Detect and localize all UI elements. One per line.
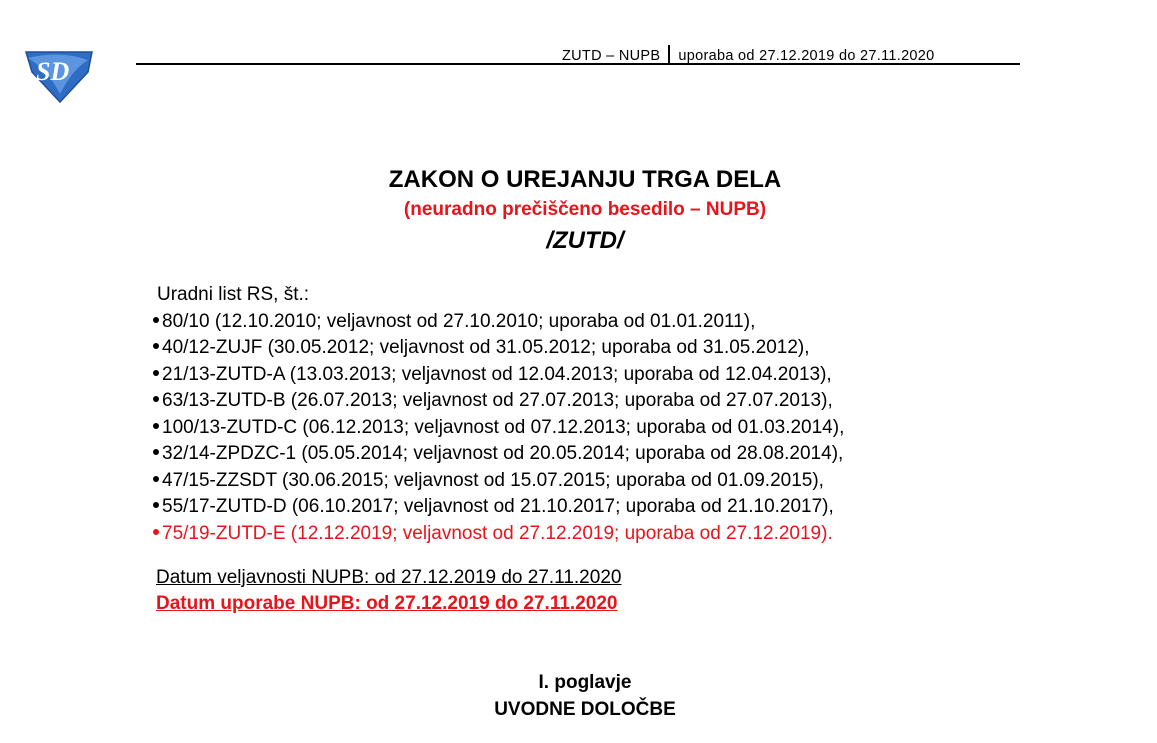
gazette-item: 80/10 (12.10.2010; veljavnost od 27.10.2010; uporaba od 01.01.2011), xyxy=(153,309,844,336)
gazette-item: 100/13-ZUTD-C (06.12.2013; veljavnost od 07.12.2013; uporaba od 01.03.2014), xyxy=(153,415,844,442)
validity-date: Datum veljavnosti NUPB: od 27.12.2019 do 27.11.2020 xyxy=(156,567,622,588)
gazette-item: 32/14-ZPDZC-1 (05.05.2014; veljavnost od 20.05.2014; uporaba od 28.08.2014), xyxy=(153,441,844,468)
header-validity: uporaba od 27.12.2019 do 27.11.2020 xyxy=(678,48,935,64)
bullet-icon xyxy=(153,449,159,455)
application-date: Datum uporabe NUPB: od 27.12.2019 do 27.11.2020 xyxy=(156,593,618,614)
bullet-icon xyxy=(153,502,159,508)
nupb-dates xyxy=(156,565,621,617)
gazette-list xyxy=(153,309,844,548)
bullet-icon xyxy=(153,317,159,323)
chapter-title: UVODNE DOLOČBE xyxy=(494,699,676,720)
gazette-heading: Uradni list RS, št.: xyxy=(157,284,310,305)
gazette-item: 21/13-ZUTD-A (13.03.2013; veljavnost od 12.04.2013; uporaba od 12.04.2013), xyxy=(153,362,844,389)
bullet-icon xyxy=(153,423,159,429)
header-law-code: ZUTD – NUPB xyxy=(562,48,661,64)
bullet-icon xyxy=(153,529,159,535)
running-header xyxy=(562,45,935,64)
gazette-item: 40/12-ZUJF (30.05.2012; veljavnost od 31.05.2012; uporaba od 31.05.2012), xyxy=(153,335,844,362)
gazette-references xyxy=(153,282,844,547)
header-separator xyxy=(668,45,670,64)
law-subtitle: (neuradno prečiščeno besedilo – NUPB) xyxy=(403,199,767,220)
bullet-icon xyxy=(153,396,159,402)
chapter-number: I. poglavje xyxy=(538,672,632,693)
sd-logo-icon xyxy=(22,46,98,104)
gazette-item-latest: 75/19-ZUTD-E (12.12.2019; veljavnost od 27.12.2019; uporaba od 27.12.2019). xyxy=(153,521,844,548)
svg-text:SD: SD xyxy=(36,57,70,86)
law-title: ZAKON O UREJANJU TRGA DELA xyxy=(388,166,782,193)
gazette-item: 47/15-ZZSDT (30.06.2015; veljavnost od 15.07.2015; uporaba od 01.09.2015), xyxy=(153,468,844,495)
bullet-icon xyxy=(153,370,159,376)
gazette-item: 63/13-ZUTD-B (26.07.2013; veljavnost od 27.07.2013; uporaba od 27.07.2013), xyxy=(153,388,844,415)
bullet-icon xyxy=(153,476,159,482)
bullet-icon xyxy=(153,343,159,349)
gazette-item: 55/17-ZUTD-D (06.10.2017; veljavnost od 21.10.2017; uporaba od 21.10.2017), xyxy=(153,494,844,521)
law-abbreviation: /ZUTD/ xyxy=(546,227,624,254)
